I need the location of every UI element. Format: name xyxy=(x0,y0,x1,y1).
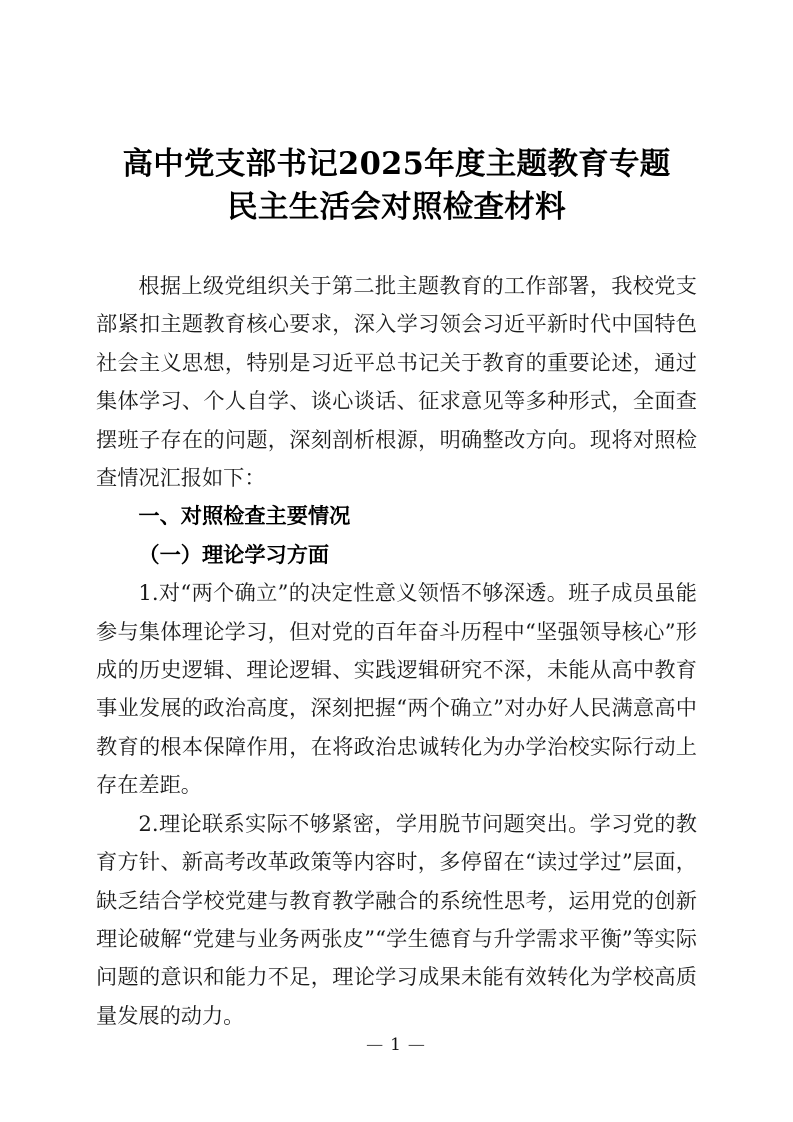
paragraph-item-2: 2.理论联系实际不够紧密，学用脱节问题突出。学习党的教育方针、新高考改革政策等内容时，多停留在“读过学过”层面，缺乏结合学校党建与教育教学融合的系统性思考，运用党的创新理论破解“党建与业务两张皮”“学生德育与升学需求平衡”等实际问题的意识和能力不足，理论学习成果未能有效转化为学校高质量发展的动力。 xyxy=(96,810,697,1028)
title-body-spacer xyxy=(96,229,697,267)
paragraph-item-1: 1.对“两个确立”的决定性意义领悟不够深透。班子成员虽能参与集体理论学习，但对党的百年奋斗历程中“坚强领导核心”形成的历史逻辑、理论逻辑、实践逻辑研究不深，未能从高中教育事业发展的政治高度，深刻把握“两个确立”对办好人民满意高中教育的根本保障作用，在将政治忠诚转化为办学治校实际行动上存在差距。 xyxy=(96,580,697,798)
footer-page-number: 1 xyxy=(390,1035,403,1055)
document-title-line-2: 民主生活会对照检查材料 xyxy=(227,189,566,225)
document-title xyxy=(96,0,697,229)
subsection-heading-1: （一）理论学习方面 xyxy=(138,541,330,567)
paragraph-intro: 根据上级党组织关于第二批主题教育的工作部署，我校党支部紧扣主题教育核心要求，深入学习领会习近平新时代中国特色社会主义思想，特别是习近平总书记关于教育的重要论述，通过集体学习、个人自学、谈心谈话、征求意见等多种形式，全面查摆班子存在的问题，深刻剖析根源，明确整改方向。现将对照检查情况汇报如下： xyxy=(96,273,697,491)
footer-right-dash: — xyxy=(407,1035,427,1055)
page-content xyxy=(96,0,697,1035)
document-title-line-1: 高中党支部书记2025年度主题教育专题 xyxy=(122,146,671,182)
page-footer xyxy=(0,1034,793,1056)
section-heading-1: 一、对照检查主要情况 xyxy=(138,503,351,529)
footer-left-dash: — xyxy=(366,1035,386,1055)
